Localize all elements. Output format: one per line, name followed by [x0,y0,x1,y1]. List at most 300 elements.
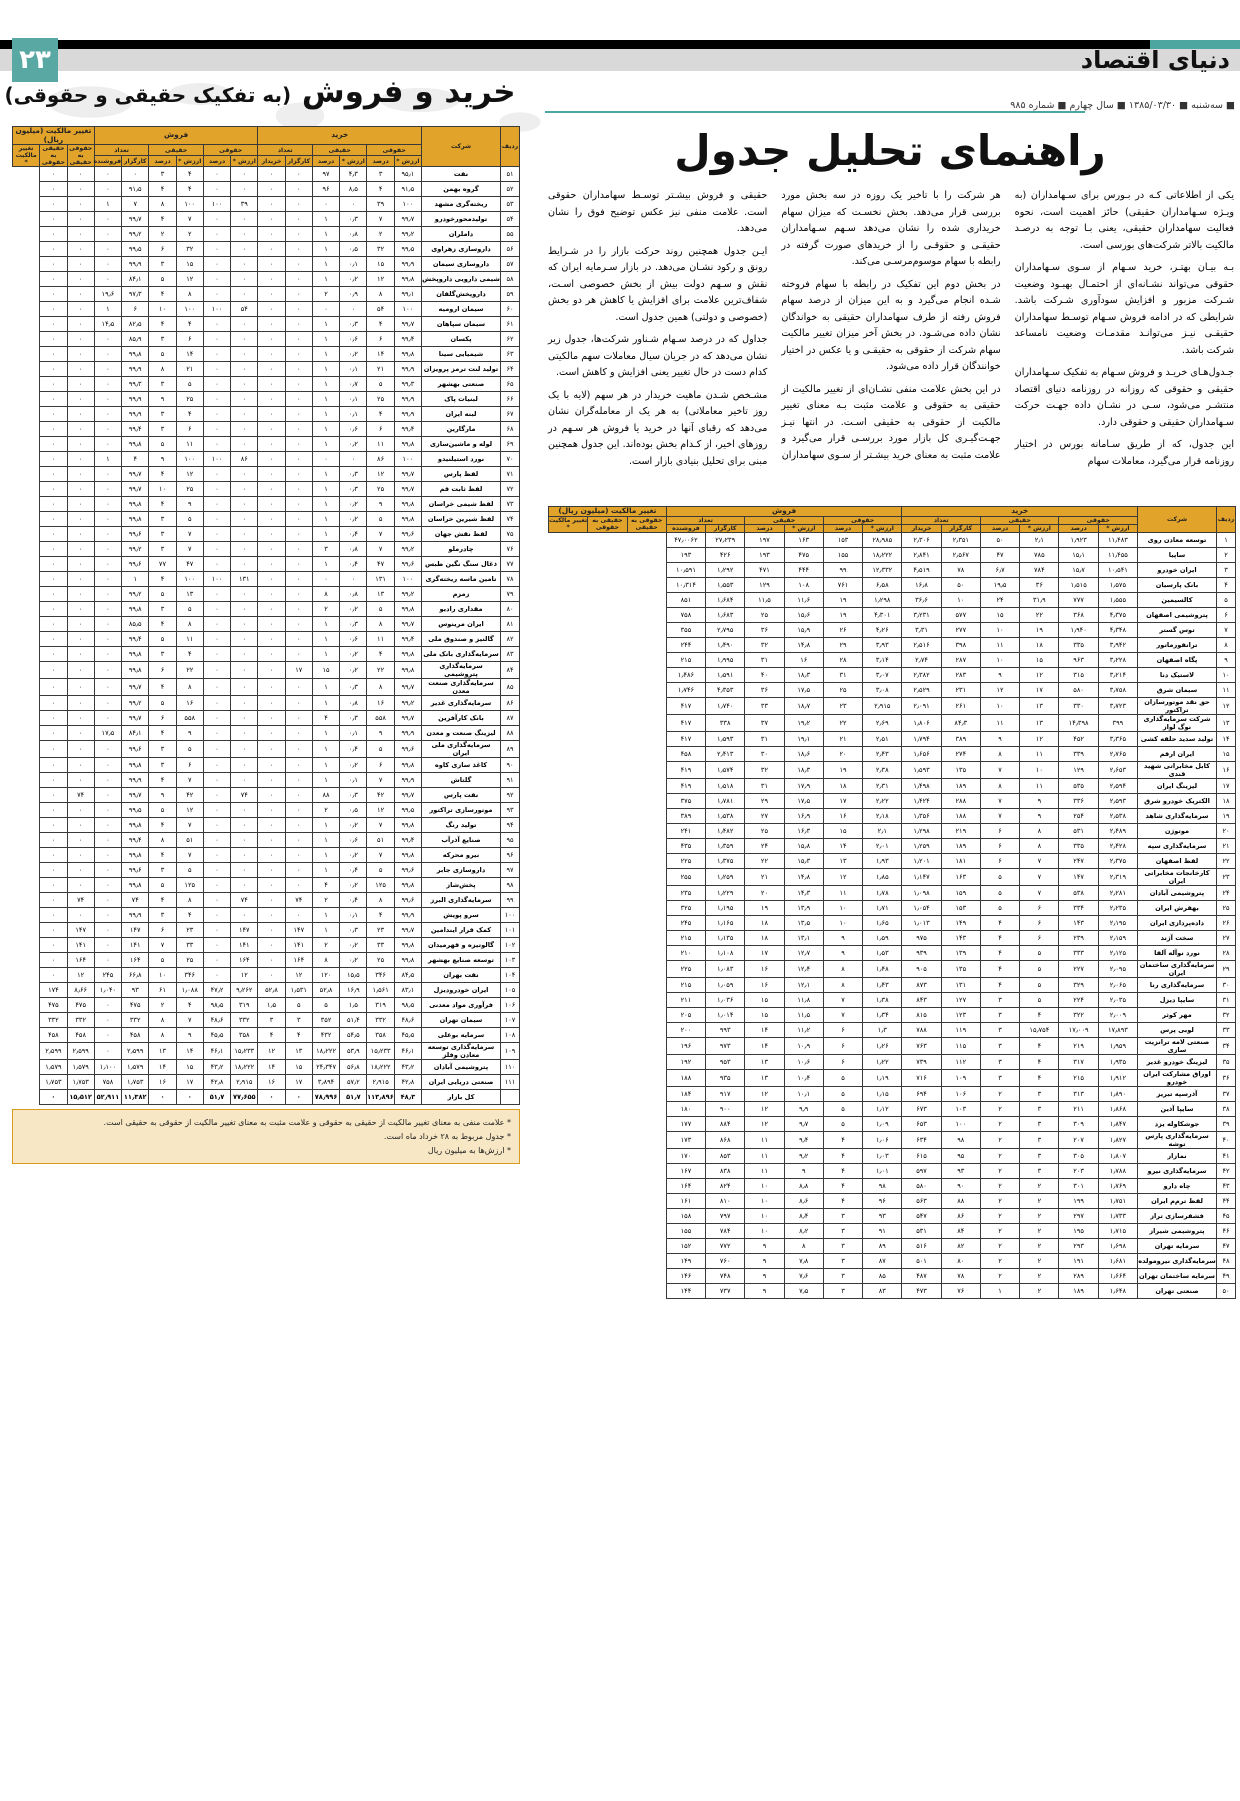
data-cell: ۹۹٫۴ [122,422,149,437]
data-cell: ۱۷٫۸۹۳ [1098,1022,1137,1037]
data-cell: ۱ [94,302,121,317]
company-name-cell: گالنیز و صندوق ملی [422,632,501,647]
data-cell: ۰ [285,422,312,437]
data-cell: ۱٫۴۸۲ [706,823,745,838]
table-row [13,696,520,711]
data-cell: ۱۹۱ [1059,1253,1098,1268]
row-rank: ۲۲ [1217,853,1236,868]
data-cell: ۳۷ [745,714,784,731]
data-cell: ۸ [149,833,176,848]
buy-sell-table-left [12,126,520,1105]
data-cell: ۰ [203,467,230,482]
column-header: تغییر مالکیت * [13,145,40,167]
data-cell: ۱۴۷ [122,923,149,938]
row-rank: ۱۰۹ [501,1043,520,1060]
data-cell: ۶ [980,823,1019,838]
data-cell: ۰ [231,908,258,923]
footnote-2: * جدول مربوط به ۲۸ خرداد ماه است. [383,1132,511,1141]
data-cell: ۳۶۸ [1059,607,1098,622]
article-column-3 [548,188,767,488]
data-cell: ۰٫۳ [340,679,367,696]
data-cell: ۹۹٫۸ [394,272,421,287]
data-cell: ۱۸٫۳ [784,761,823,778]
data-cell: ۰ [40,257,67,272]
company-name-cell: سرمایه‌گذاری غدیر [422,696,501,711]
data-cell: ۷ [367,542,394,557]
data-cell: ۱۲ [367,272,394,287]
data-cell: ۲٫۹۱۵ [231,1075,258,1090]
data-cell: ۱۶٫۹ [340,983,367,998]
data-cell: ۱۰ [980,697,1019,714]
data-cell: ۰ [67,197,94,212]
data-cell: ۲۸۸ [941,793,980,808]
right-table-body [549,532,1236,1298]
data-cell: ۱۷۳ [666,1131,705,1148]
article-paragraph: بـه بیـان بهتـر، خرید سـهام از سـوی سـهامداران حقوقی می‌تواند نشـانه‌ای از احتمـال بهبـود وضعیت شـرکت مزبور و افزایش سودآوری شـرکت باشد. شرایطی که در ادامه فروش سـهام توسـط سهامداران حقیقـی نیـز می‌توانـد مقدمـات وضعیت نامساعد شرکت باشد. [1014,262,1234,356]
data-cell: ۷٫۵ [784,1283,823,1298]
data-cell: ۷۶ [941,1283,980,1298]
data-cell: ۰ [203,863,230,878]
data-cell: ۳۱۹ [231,998,258,1013]
data-cell: ۹۹٫۷ [394,482,421,497]
row-rank: ۴ [1217,577,1236,592]
table-row [549,885,1236,900]
data-cell: ۰ [203,422,230,437]
data-cell: ۰ [203,317,230,332]
data-cell: ۸۳ [863,1283,902,1298]
data-cell: ۱۵٫۵ [340,968,367,983]
column-header: خرید [258,127,422,145]
data-cell: ۰ [285,863,312,878]
data-cell: ۰ [285,557,312,572]
data-cell: ۱٫۵۳۸ [706,808,745,823]
data-cell: ۱۰ [745,1208,784,1223]
data-cell: ۰ [258,347,285,362]
data-cell: ۷ [980,793,1019,808]
data-cell: ۰ [285,741,312,758]
table-row [13,527,520,542]
data-cell: ۱ [312,679,339,696]
column-header: حقیقی [980,516,1059,524]
data-cell: ۰ [231,407,258,422]
data-cell: ۱٫۴۲۴ [902,793,941,808]
right-table-container [548,506,1236,1299]
company-name-cell: ایران خودرو [1138,562,1217,577]
column-header: تعداد [902,516,981,524]
data-cell: ۴ [149,773,176,788]
row-rank: ۵۸ [501,272,520,287]
data-cell: ۳۰ [745,746,784,761]
column-header: ارزش * [231,156,258,167]
data-cell: ۰ [40,711,67,726]
data-cell: ۷۸ [941,562,980,577]
data-cell: ۱ [312,212,339,227]
data-cell: ۷۳۹ [902,1054,941,1069]
row-rank: ۷۴ [501,512,520,527]
data-cell: ۴۵۲ [1059,731,1098,746]
data-cell: ۱٫۲۰۱ [902,853,941,868]
column-header: خریدار [258,156,285,167]
table-row [13,302,520,317]
data-cell: ۹۹٫۷ [394,212,421,227]
data-cell: ۵ [149,632,176,647]
data-cell: ۳۲۹ [1059,977,1098,992]
data-cell: ۰ [67,182,94,197]
data-cell: ۹ [149,392,176,407]
data-cell: ۱۵ [1020,652,1059,667]
article-column-1 [1015,188,1234,488]
data-cell: ۱٫۵۵۳ [706,577,745,592]
data-cell: ۵۵۸ [176,711,203,726]
data-cell: ۱۲٫۴ [784,960,823,977]
data-cell: ۴ [980,945,1019,960]
data-cell: ۰ [40,332,67,347]
data-cell: ۱۳ [149,1043,176,1060]
data-cell: ۳ [980,992,1019,1007]
data-cell: ۱۴۱ [285,938,312,953]
data-cell: ۲٫۴۲۸ [1098,838,1137,853]
data-cell: ۰ [40,647,67,662]
data-cell: ۰ [203,923,230,938]
column-header: حقوقی [367,145,422,156]
data-cell: ۴ [149,182,176,197]
data-cell: ۰ [231,332,258,347]
data-cell: ۳۴۶ [367,968,394,983]
data-cell: ۱۳۹ [941,945,980,960]
data-cell: ۲٫۵۱ [863,731,902,746]
row-rank: ۱۹ [1217,808,1236,823]
data-cell: ۱۵ [745,992,784,1007]
data-cell: ۰ [285,437,312,452]
data-cell: ۴ [149,287,176,302]
data-cell: ۰ [203,257,230,272]
data-cell: ۹۸ [863,1178,902,1193]
data-cell: ۷ [176,818,203,833]
data-cell: ۰٫۲ [340,512,367,527]
data-cell: ۱۸٫۶ [784,746,823,761]
table-row [549,1193,1236,1208]
data-cell: ۱۰۰ [394,572,421,587]
data-cell: ۵ [149,347,176,362]
data-cell: ۸۹ [863,1238,902,1253]
data-cell: ۳ [980,1037,1019,1054]
column-header: حقیقی به حقوقی [588,516,627,532]
article-columns [548,188,1234,488]
table-row [549,547,1236,562]
data-cell: ۱ [312,758,339,773]
data-cell: ۴ [176,998,203,1013]
data-cell: ۴۱۹ [666,778,705,793]
data-cell: ۰ [40,662,67,679]
data-cell: ۱۱ [1020,778,1059,793]
table-row [549,592,1236,607]
data-cell: ۳ [1020,1131,1059,1148]
data-cell: ۱٫۷۱ [863,900,902,915]
data-cell: ۱ [312,347,339,362]
data-cell: ۱ [312,923,339,938]
data-cell: ۱٫۷۴۰ [706,697,745,714]
data-cell: ۱۹۶ [666,1037,705,1054]
data-cell: ۸۵٫۹ [122,332,149,347]
data-cell: ۱۰۹ [941,1069,980,1086]
data-cell: ۰ [258,572,285,587]
data-cell: ۰٫۸ [340,587,367,602]
data-cell: ۵ [367,512,394,527]
data-cell: ۱٫۸۰۷ [1098,1148,1137,1163]
data-cell: ۱۵۳ [823,532,862,547]
data-cell: ۱٫۹۹۵ [706,652,745,667]
data-cell: ۲۵ [367,953,394,968]
data-cell: ۱ [312,392,339,407]
data-cell: ۳٫۱۴ [863,652,902,667]
company-name-cell: لبنه ایران [422,407,501,422]
data-cell: ۰ [40,572,67,587]
data-cell: ۱۲ [1020,731,1059,746]
data-cell: ۰٫۲ [340,437,367,452]
data-cell: ۰ [285,302,312,317]
data-cell: ۵۲٫۹۱۱ [94,1090,121,1105]
data-cell: ۱۷٫۰۰۹ [1059,1022,1098,1037]
table-row [549,562,1236,577]
data-cell: ۰ [231,587,258,602]
data-cell: ۱٫۲۵۹ [706,868,745,885]
data-cell: ۴ [1020,1037,1059,1054]
table-row [13,998,520,1013]
data-cell: ۳٫۳۶۵ [1098,731,1137,746]
data-cell: ۲٫۵۹۴ [1098,778,1137,793]
company-name-cell: شیمی دارویی داروپخش [422,272,501,287]
data-cell: ۰ [231,212,258,227]
data-cell: ۶ [122,302,149,317]
data-cell: ۱٫۹۳۵ [1098,1054,1137,1069]
company-name-cell: پخش‌شاز [422,878,501,893]
data-cell: ۹۹٫۶ [394,741,421,758]
data-cell: ۵ [149,803,176,818]
data-cell: ۱۱۳٫۸۹۶ [367,1090,394,1105]
data-cell: ۰ [40,287,67,302]
table-row [13,512,520,527]
company-name-cell: داملران [422,227,501,242]
data-cell: ۱۵۵ [666,1223,705,1238]
data-cell: ۳ [258,1013,285,1028]
data-cell: ۰ [285,287,312,302]
data-cell: ۰ [231,833,258,848]
data-cell: ۳۱ [745,778,784,793]
data-cell: ۲۱ [176,362,203,377]
company-name-cell: فشفرسازی تراز [1138,1208,1217,1223]
data-cell: ۰ [312,452,339,467]
data-cell: ۱۳ [176,587,203,602]
data-cell: ۰ [94,679,121,696]
data-cell: ۰ [258,512,285,527]
data-cell: ۷ [367,818,394,833]
data-cell: ۲۰۳ [1059,1163,1098,1178]
row-rank: ۷۰ [501,452,520,467]
data-cell: ۰٫۶ [340,422,367,437]
data-cell: ۳۹ [231,197,258,212]
data-cell: ۳۶ [745,682,784,697]
row-rank: ۷۹ [501,587,520,602]
data-cell: ۰ [285,467,312,482]
data-cell: ۰ [258,696,285,711]
data-cell: ۱ [312,647,339,662]
data-cell: ۴ [823,1163,862,1178]
data-cell: ۵۷۷ [941,607,980,622]
company-name-cell: شرکت سرمایه‌گذاری نوگ لواز [1138,714,1217,731]
data-cell: ۹۹٫۵ [122,803,149,818]
data-cell: ۴ [176,167,203,182]
table-row [549,1268,1236,1283]
data-cell: ۰ [258,437,285,452]
data-cell: ۰ [258,632,285,647]
data-cell: ۱۴۶ [666,1268,705,1283]
data-cell: ۱٫۷۵۳ [40,1075,67,1090]
page-number-badge: ۲۳ [12,38,58,82]
data-cell: ۵۸۰ [1059,682,1098,697]
row-rank: ۳۲ [1217,1007,1236,1022]
row-rank: ۶۸ [501,422,520,437]
column-header: ارزش * [176,156,203,167]
data-cell: ۱۷٫۵ [784,682,823,697]
data-cell: ۲٫۸۴۱ [902,547,941,562]
table-row [549,1101,1236,1116]
row-rank: ۷۳ [501,497,520,512]
data-cell: ۱٫۶۹۸ [1098,1238,1137,1253]
company-name-cell: ایران مرینوس [422,617,501,632]
data-cell: ۱٫۱۶۵ [706,915,745,930]
data-cell: ۱٫۷۳۳ [1098,1208,1137,1223]
data-cell: ۰٫۲ [340,272,367,287]
company-name-cell: پکسان [422,332,501,347]
data-cell: ۰ [94,497,121,512]
data-cell: ۱٫۷۱۵ [1098,1223,1137,1238]
data-cell: ۱۹۲ [666,1054,705,1069]
data-cell: ۷ [367,848,394,863]
column-header: ارزش * [784,524,823,532]
data-cell: ۶۵۳ [902,1116,941,1131]
data-cell: ۰ [40,302,67,317]
article-paragraph: جداول که در درصد سـهام شـناور شرکت‌ها، جدول زیر نشان می‌دهد که در جریان سیال معاملات سهم مالکیتی کدام دست در حال تغییر یعنی افزایش و کاهش است. [548,334,768,378]
data-cell: ۳ [149,422,176,437]
data-cell: ۰ [94,647,121,662]
data-cell: ۰ [285,711,312,726]
data-cell: ۱ [312,557,339,572]
data-cell: ۱۹٫۱ [784,731,823,746]
data-cell: ۰ [258,602,285,617]
data-cell: ۱۹ [1020,622,1059,637]
data-cell: ۰ [40,758,67,773]
data-cell: ۳ [823,1223,862,1238]
column-header: درصد [823,524,862,532]
data-cell: ۱٫۰۳ [863,1148,902,1163]
data-cell: ۸۵٫۵ [122,617,149,632]
data-cell: ۰ [67,212,94,227]
data-cell: ۴۷٫۲ [203,983,230,998]
data-cell: ۱۴۷ [1059,868,1098,885]
data-cell: ۲ [980,1268,1019,1283]
data-cell: ۰ [285,878,312,893]
data-cell: ۰ [203,773,230,788]
data-cell: ۱۵ [285,1060,312,1075]
data-cell: ۱۴ [745,1022,784,1037]
row-rank: ۶۰ [501,302,520,317]
data-cell: ۰ [40,317,67,332]
data-cell: ۰ [94,617,121,632]
data-cell: ۴ [1020,1054,1059,1069]
table-row [13,863,520,878]
data-cell: ۸ [367,679,394,696]
table-row [13,212,520,227]
data-cell: ۱ [94,452,121,467]
data-cell: ۰ [231,632,258,647]
data-cell: ۹۹٫۸ [122,848,149,863]
data-cell: ۳ [1020,1148,1059,1163]
company-name-cell: نفت پارس [422,788,501,803]
data-cell: ۰ [258,662,285,679]
data-cell: ۰ [40,392,67,407]
data-cell: ۰ [40,908,67,923]
company-name-cell: سیمان تهران [422,1013,501,1028]
data-cell: ۰ [231,542,258,557]
row-rank: ۶۴ [501,362,520,377]
data-cell: ۴۸٫۳ [394,1090,421,1105]
data-cell: ۱٫۴۹۸ [902,778,941,793]
data-cell: ۴ [823,1193,862,1208]
row-rank: ۹ [1217,652,1236,667]
data-cell: ۹۹٫۷ [394,788,421,803]
data-cell: ۶ [1020,930,1059,945]
data-cell: ۰ [203,953,230,968]
data-cell: ۵۱ [367,833,394,848]
data-cell: ۱۸۹ [941,778,980,793]
data-cell: ۲ [980,1163,1019,1178]
data-cell: ۰ [285,679,312,696]
table-row [549,1208,1236,1223]
row-rank: ۹۵ [501,833,520,848]
data-cell: ۰ [258,818,285,833]
data-cell: ۳۳۲ [231,1013,258,1028]
data-cell: ۰ [231,512,258,527]
data-cell: ۲۶ [823,622,862,637]
column-header: درصد [149,156,176,167]
row-rank: ۴۵ [1217,1208,1236,1223]
data-cell: ۲ [312,287,339,302]
data-cell: ۲٫۱۹۵ [1098,915,1137,930]
data-cell: ۰ [258,848,285,863]
row-rank: ۸۳ [501,647,520,662]
data-cell: ۱۱ [367,437,394,452]
data-cell: ۲٫۱ [1020,532,1059,547]
data-cell: ۳٫۲۳۱ [902,607,941,622]
data-cell: ۵ [149,696,176,711]
data-cell: ۱۵٫۷ [1059,562,1098,577]
company-name-cell: سرمایه‌گذاری رنا [1138,977,1217,992]
data-cell: ۰ [285,527,312,542]
data-cell: ۰ [40,788,67,803]
table-row [13,632,520,647]
data-cell: ۳ [980,1007,1019,1022]
data-cell: ۳۰۹ [1059,1116,1098,1131]
data-cell: ۲ [1020,1253,1059,1268]
data-cell: ۲٫۵۲۹ [902,682,941,697]
table-row [13,647,520,662]
company-name-cell: لاستیک دنا [1138,667,1217,682]
column-header: فروش [666,507,902,517]
company-name-cell: سرمایه‌گذاری سپه [1138,838,1217,853]
data-cell: ۱۹۳ [666,547,705,562]
company-name-cell: مقداری رادیو [422,602,501,617]
company-name-cell: سرمایه‌گذاری ساختمان ایران [1138,960,1217,977]
